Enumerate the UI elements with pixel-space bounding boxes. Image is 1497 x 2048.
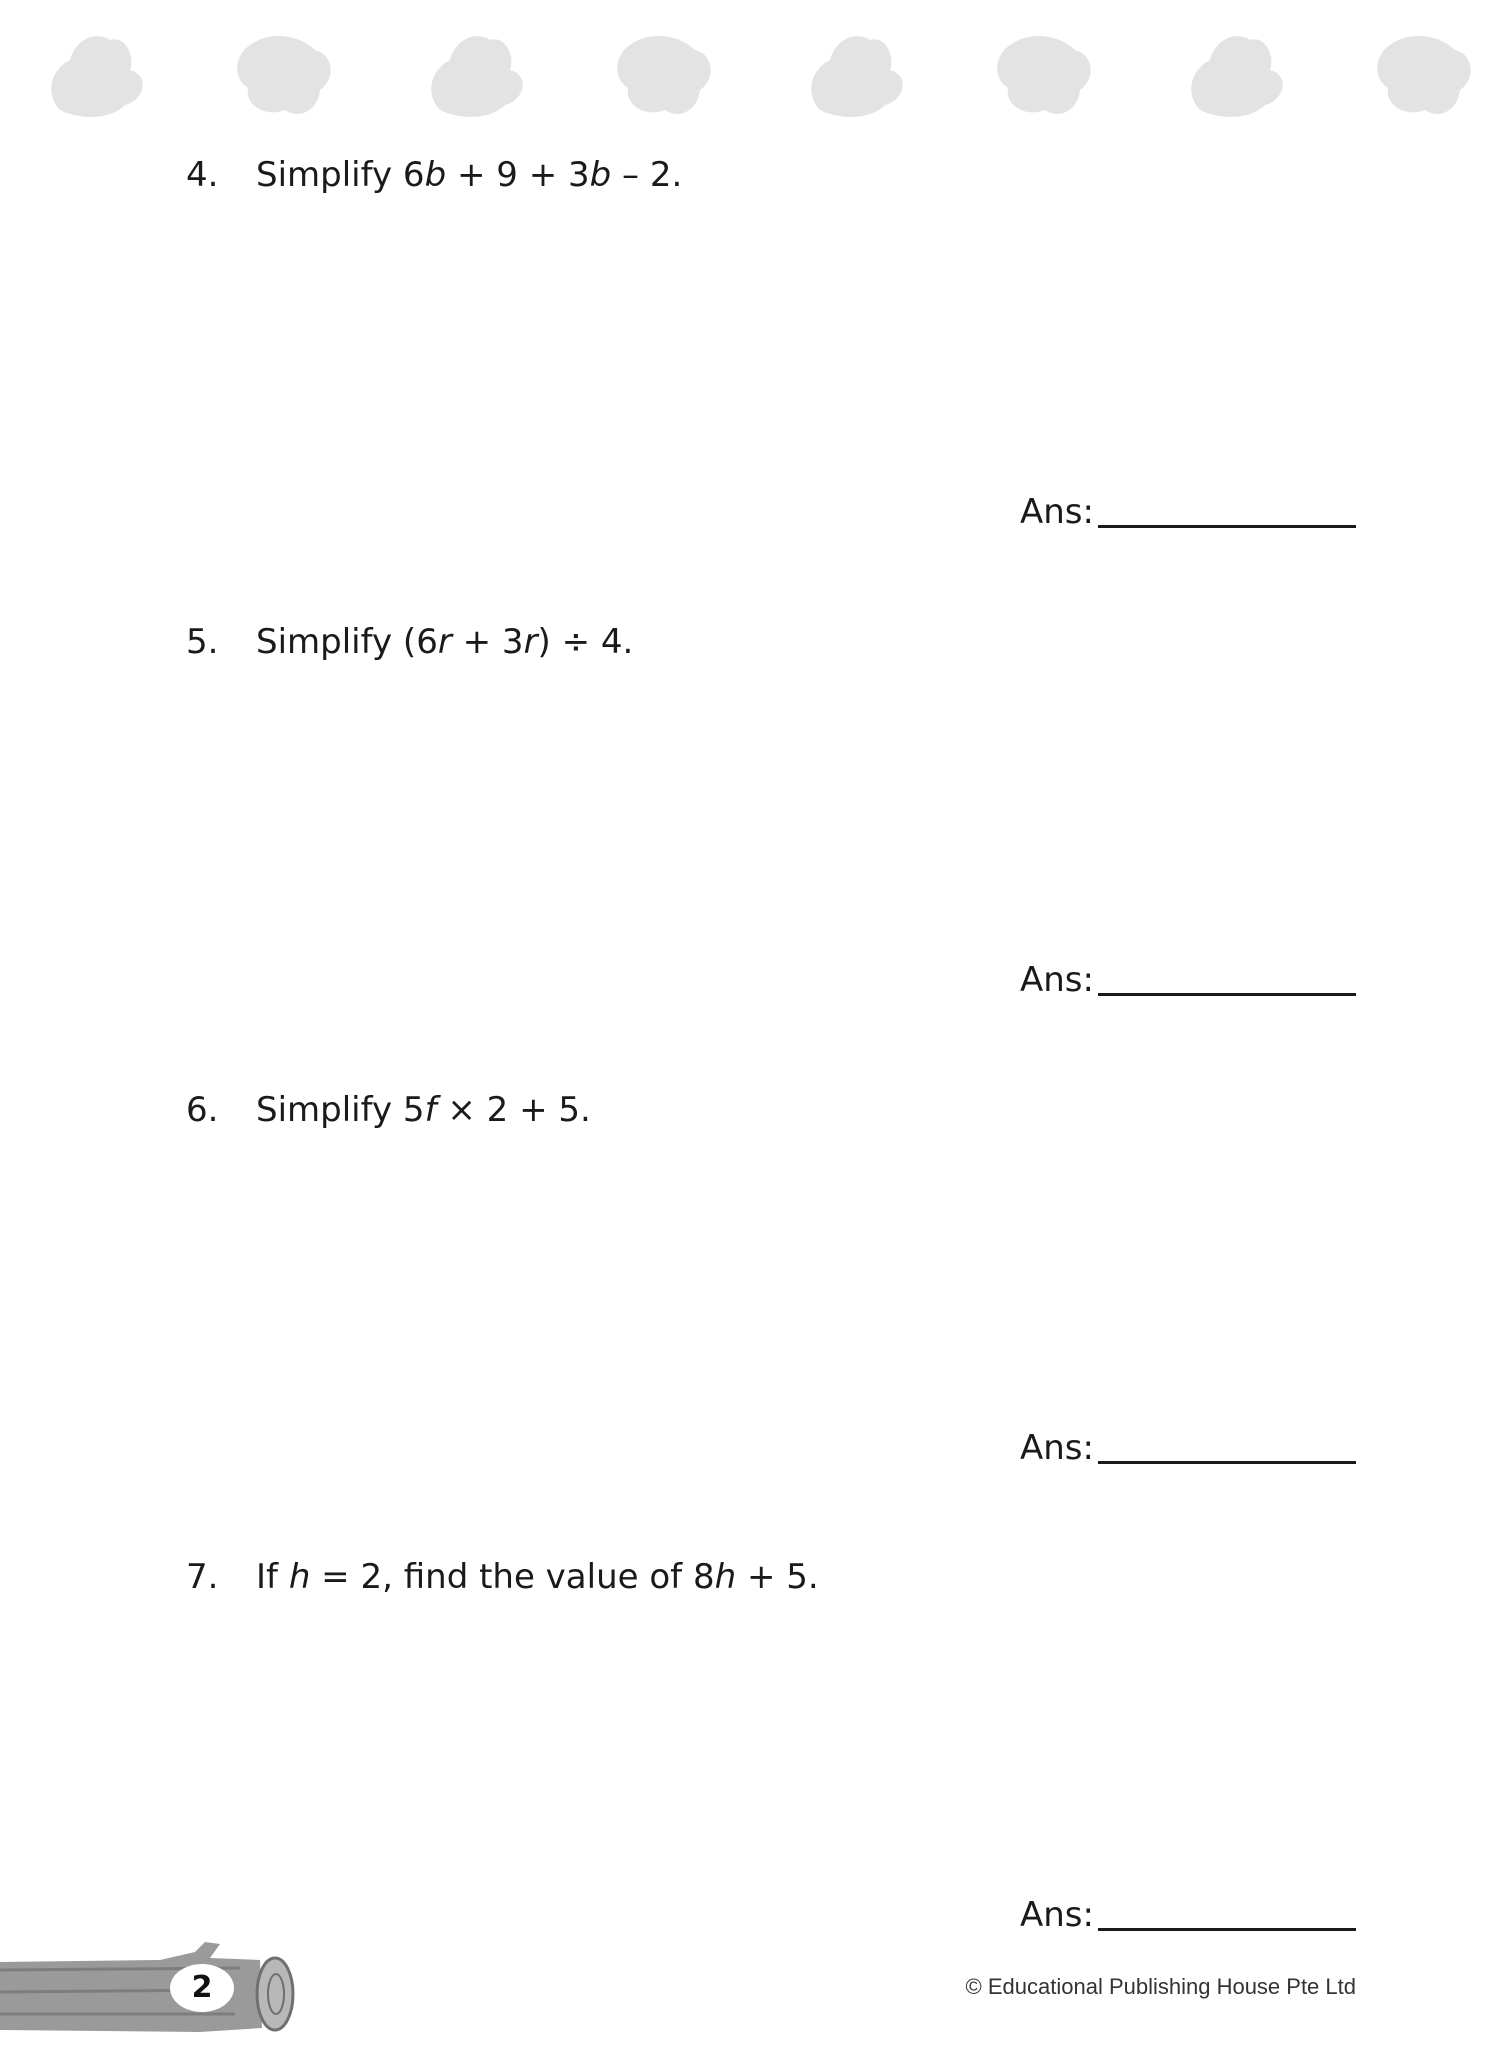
answer-6 [1020, 1428, 1094, 1468]
question-number: 4. [186, 155, 219, 195]
copyright-text: © Educational Publishing House Pte Ltd [965, 1974, 1356, 1999]
answer-4 [1020, 492, 1094, 532]
answer-label: Ans: [1020, 960, 1094, 1000]
decor-blob [997, 36, 1090, 114]
answer-7 [1020, 1895, 1094, 1935]
question-number: 6. [186, 1090, 219, 1130]
question-number: 5. [186, 622, 219, 662]
decorative-top-border [0, 0, 1497, 140]
decor-blob [1377, 36, 1470, 114]
question-6 [186, 1090, 591, 1130]
answer-line[interactable] [1098, 1461, 1356, 1464]
answer-label: Ans: [1020, 1895, 1094, 1935]
decor-blob [431, 36, 522, 117]
answer-label: Ans: [1020, 1428, 1094, 1468]
answer-line[interactable] [1098, 1928, 1356, 1931]
question-text: If h = 2, find the value of 8h + 5. [256, 1557, 819, 1597]
answer-line[interactable] [1098, 993, 1356, 996]
decor-blob [51, 36, 142, 117]
question-text: Simplify (6r + 3r) ÷ 4. [256, 622, 634, 662]
question-number: 7. [186, 1557, 219, 1597]
question-text: Simplify 6b + 9 + 3b – 2. [256, 155, 683, 195]
log-illustration [0, 1930, 300, 2040]
decor-blob [811, 36, 902, 117]
decor-blob [617, 36, 710, 114]
decor-blob [1191, 36, 1282, 117]
decor-blob [237, 36, 330, 114]
answer-line[interactable] [1098, 525, 1356, 528]
answer-5 [1020, 960, 1094, 1000]
question-text: Simplify 5f × 2 + 5. [256, 1090, 591, 1130]
question-7 [186, 1557, 819, 1597]
answer-label: Ans: [1020, 492, 1094, 532]
question-5 [186, 622, 633, 662]
question-4 [186, 155, 682, 195]
page-number: 2 [170, 1964, 234, 2012]
